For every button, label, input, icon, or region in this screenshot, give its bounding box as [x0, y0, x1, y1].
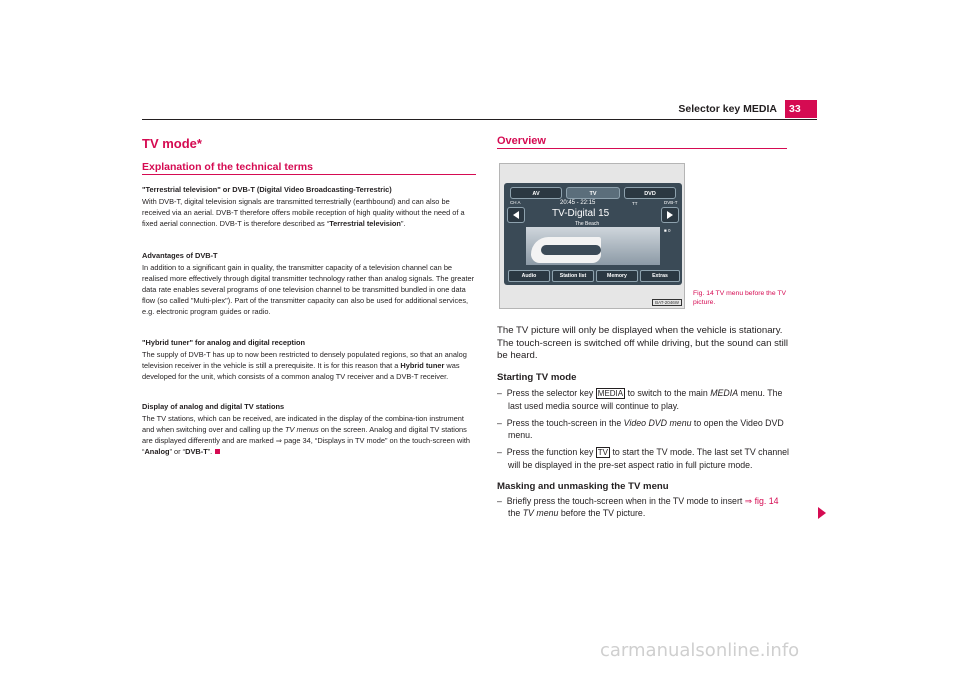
- tv-station-name: TV-Digital 15: [552, 208, 610, 219]
- tv-key: TV: [597, 448, 609, 457]
- terrestrial-title: "Terrestrial television" or DVB-T (Digital Video Broadcasting-Terrestric): [142, 185, 392, 194]
- tv-tab-tv: TV: [566, 187, 620, 199]
- figure-tv-menu: [499, 163, 685, 309]
- tv-btn-station-list: Station list: [552, 270, 594, 282]
- step-2: – Press the touch-screen in the Video DVD menu to open the Video DVD menu.: [497, 418, 784, 440]
- tv-btn-extras: Extras: [640, 270, 680, 282]
- starting-tv-heading: Starting TV mode: [497, 372, 577, 383]
- hybrid-paragraph: The supply of DVB-T has up to now been restricted to densely populated regions, so that an analog television receiver in the vehicle is still a prerequisite. It is for this reason that a Hybrid tuner was developed for the unit, which consists of a common analog TV receiver and a DVB-T receiver.: [142, 350, 467, 381]
- tv-tt: TT: [632, 201, 638, 206]
- tv-btn-audio: Audio: [508, 270, 550, 282]
- step-1: – Press the selector key MEDIA to switch to the main MEDIA menu. The last used media source will continue to play.: [497, 388, 783, 411]
- media-key: MEDIA: [597, 389, 624, 398]
- prev-station-button: [507, 207, 525, 223]
- next-station-button: [661, 207, 679, 223]
- section-heading-tv-mode: TV mode*: [142, 136, 202, 151]
- masking-heading: Masking and unmasking the TV menu: [497, 481, 669, 492]
- boat-window: [541, 245, 601, 255]
- next-page-arrow-icon[interactable]: [818, 507, 826, 519]
- tv-tab-av: AV: [510, 187, 562, 199]
- advantages-title: Advantages of DVB-T: [142, 251, 218, 260]
- tv-picture-boat: [526, 227, 660, 265]
- running-header: Selector key MEDIA: [678, 103, 777, 115]
- end-marker: [215, 449, 220, 454]
- display-title: Display of analog and digital TV stations: [142, 402, 285, 411]
- tv-tab-dvd: DVD: [624, 187, 676, 199]
- display-paragraph: The TV stations, which can be received, are indicated in the display of the combina-tion instrument and when switching over and calling up the TV menus on the screen. Analog and digital TV stations are displayed differently and are marked ⇒ page 34, “Displays in TV mode” on the touch-screen with “Analog” or “DVB-T”.: [142, 414, 470, 456]
- arrow-right-icon: [662, 208, 678, 222]
- mask-step: – Briefly press the touch-screen when in the TV mode to insert ⇒ fig. 14 the TV menu before the TV picture.: [497, 496, 779, 518]
- tv-channel-label: CH A: [510, 200, 521, 205]
- tv-program-name: The Beach: [575, 221, 600, 227]
- watermark: carmanualsonline.info: [600, 640, 800, 661]
- arrow-left-icon: [508, 208, 524, 222]
- advantages-paragraph: In addition to a significant gain in quality, the transmitter capacity of a television channel can be realised more effectively through digital transmitter technology rather than analog signals. The greater data rate enables several programs of one television channel to be transmitted bundled in one data flow (so called "Multi-plex"). Part of the transmitter capacity can also be used for additional services, e.g. electronic program guides or radio.: [142, 263, 475, 316]
- step-3: – Press the function key TV to start the TV mode. The last set TV channel will be displayed in the pre-set aspect ratio in full picture mode.: [497, 447, 789, 470]
- overview-intro: The TV picture will only be displayed when the vehicle is stationary. The touch-screen is switched off while driving, but the sound can still be heard.: [497, 325, 788, 362]
- tv-screen: [504, 183, 682, 285]
- tv-source-label: DVB-T: [664, 200, 678, 205]
- tv-time: 20:45 - 22:15: [560, 200, 596, 206]
- figure-code: BAT-2046W: [652, 299, 682, 306]
- page-number: 33: [785, 100, 817, 118]
- subsection-heading: Explanation of the technical terms: [142, 161, 313, 173]
- subsection-rule: [142, 174, 476, 175]
- overview-rule: [497, 148, 787, 149]
- tv-volume: ■ 0: [664, 228, 671, 233]
- hybrid-title: "Hybrid tuner" for analog and digital reception: [142, 338, 306, 347]
- figure-caption: Fig. 14 TV menu before the TV picture.: [693, 290, 787, 306]
- fig-14-link[interactable]: ⇒ fig. 14: [744, 496, 779, 506]
- overview-heading: Overview: [497, 135, 546, 147]
- tv-btn-memory: Memory: [596, 270, 638, 282]
- header-rule: [142, 119, 817, 120]
- terrestrial-paragraph: With DVB-T, digital television signals are transmitted terrestrially (earthbound) and can also be received via an aerial. DVB-T therefore offers mobile reception of high quality without the need of a fixed aerial connection. DVB-T is therefore described as “Terrestrial television”.: [142, 197, 465, 228]
